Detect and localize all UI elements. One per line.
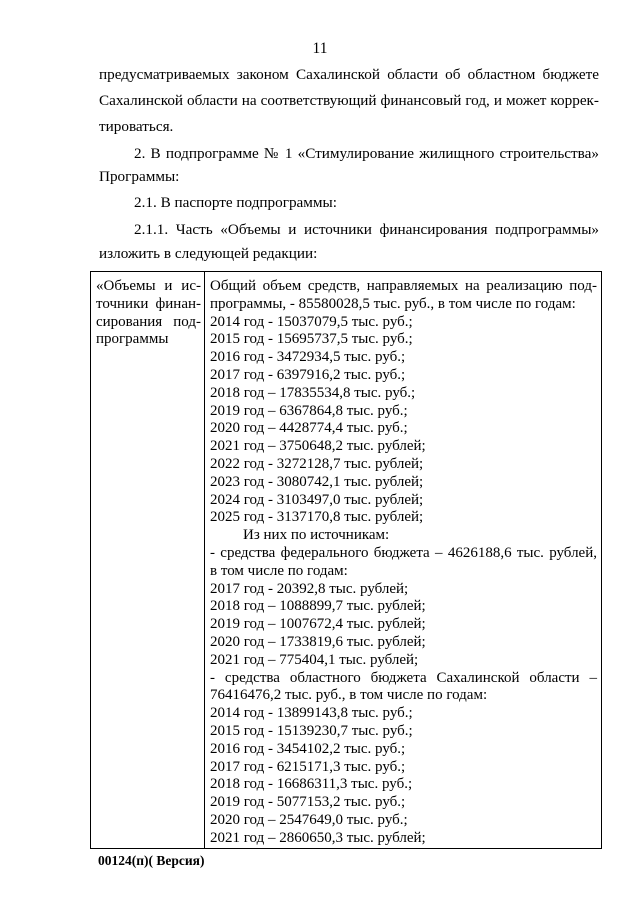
funding-line: - средства федерального бюджета – 4626188,6 тыс. рублей, [210,544,597,561]
funding-line: 2016 год - 3472934,5 тыс. руб.; [210,349,406,366]
funding-line: 2018 год – 1088899,7 тыс. рублей; [210,598,426,615]
funding-line: 2015 год - 15139230,7 тыс. руб.; [210,722,413,739]
funding-line: 2019 год - 5077153,2 тыс. руб.; [210,794,406,811]
funding-line: 2020 год – 1733819,6 тыс. рублей; [210,633,426,650]
funding-line: 2016 год - 3454102,2 тыс. руб.; [210,740,406,757]
funding-line: 2020 год – 2547649,0 тыс. руб.; [210,811,408,828]
funding-line: 2014 год - 13899143,8 тыс. руб.; [210,705,413,722]
intro-line-2: Сахалинской области на соответствующий финансовый год, и может коррек- [99,92,599,109]
funding-line: 2017 год - 20392,8 тыс. рублей; [210,580,409,597]
intro-line-3: тироваться. [99,118,174,135]
funding-subheading: Из них по источникам: [243,527,390,544]
item-2-line-2: Программы: [99,168,180,185]
passport-table [90,271,602,849]
funding-line: 2021 год – 775404,1 тыс. рублей; [210,651,419,668]
intro-line-1: предусматриваемых законом Сахалинской области об областном бюджете [99,66,599,83]
item-2-1: 2.1. В паспорте подпрограммы: [134,194,337,211]
funding-line: программы, - 85580028,5 тыс. руб., в том числе по годам: [210,295,576,312]
funding-line: 2018 год - 16686311,3 тыс. руб.; [210,776,413,793]
funding-line: 2018 год – 17835534,8 тыс. руб.; [210,384,416,401]
funding-details-cell [205,272,602,849]
document-footer: 00124(п)( Версия) [98,853,205,868]
funding-line: 2019 год – 1007672,4 тыс. рублей; [210,616,426,633]
item-2-1-1-line-1: 2.1.1. Часть «Объемы и источники финансирования подпрограммы» [134,221,599,238]
funding-line: 2021 год – 3750648,2 тыс. рублей; [210,438,426,455]
funding-line: 2020 год – 4428774,4 тыс. руб.; [210,420,408,437]
funding-line: 2022 год - 3272128,7 тыс. рублей; [210,455,424,472]
funding-line: 2017 год - 6215171,3 тыс. руб.; [210,758,406,775]
section-title-cell [91,272,205,849]
section-title-line: «Объемы и ис- [96,278,201,294]
section-title-line: сирования под- [96,313,201,330]
funding-line: 2019 год – 6367864,8 тыс. руб.; [210,402,408,419]
item-2-line-1: 2. В подпрограмме № 1 «Стимулирование жилищного строительства» [134,145,599,162]
section-title-line: программы [96,331,169,348]
page-number: 11 [312,40,328,57]
funding-line: 2014 год - 15037079,5 тыс. руб.; [210,313,413,330]
funding-line: 2023 год - 3080742,1 тыс. рублей; [210,473,424,490]
table-row [91,272,602,849]
funding-line: 76416476,2 тыс. руб., в том числе по годам: [210,687,488,704]
funding-line: 2017 год - 6397916,2 тыс. руб.; [210,366,406,383]
funding-line: 2024 год - 3103497,0 тыс. рублей; [210,491,424,508]
funding-line: - средства областного бюджета Сахалинской области – [210,669,597,686]
funding-line: 2015 год - 15695737,5 тыс. руб.; [210,331,413,348]
item-2-1-1-line-2: изложить в следующей редакции: [99,245,318,262]
funding-line: 2021 год – 2860650,3 тыс. рублей; [210,829,426,846]
funding-line: 2025 год - 3137170,8 тыс. рублей; [210,509,424,526]
funding-line: в том числе по годам: [210,562,348,579]
section-title-line: точники финан- [96,295,201,312]
funding-line: Общий объем средств, направляемых на реализацию под- [210,278,597,294]
